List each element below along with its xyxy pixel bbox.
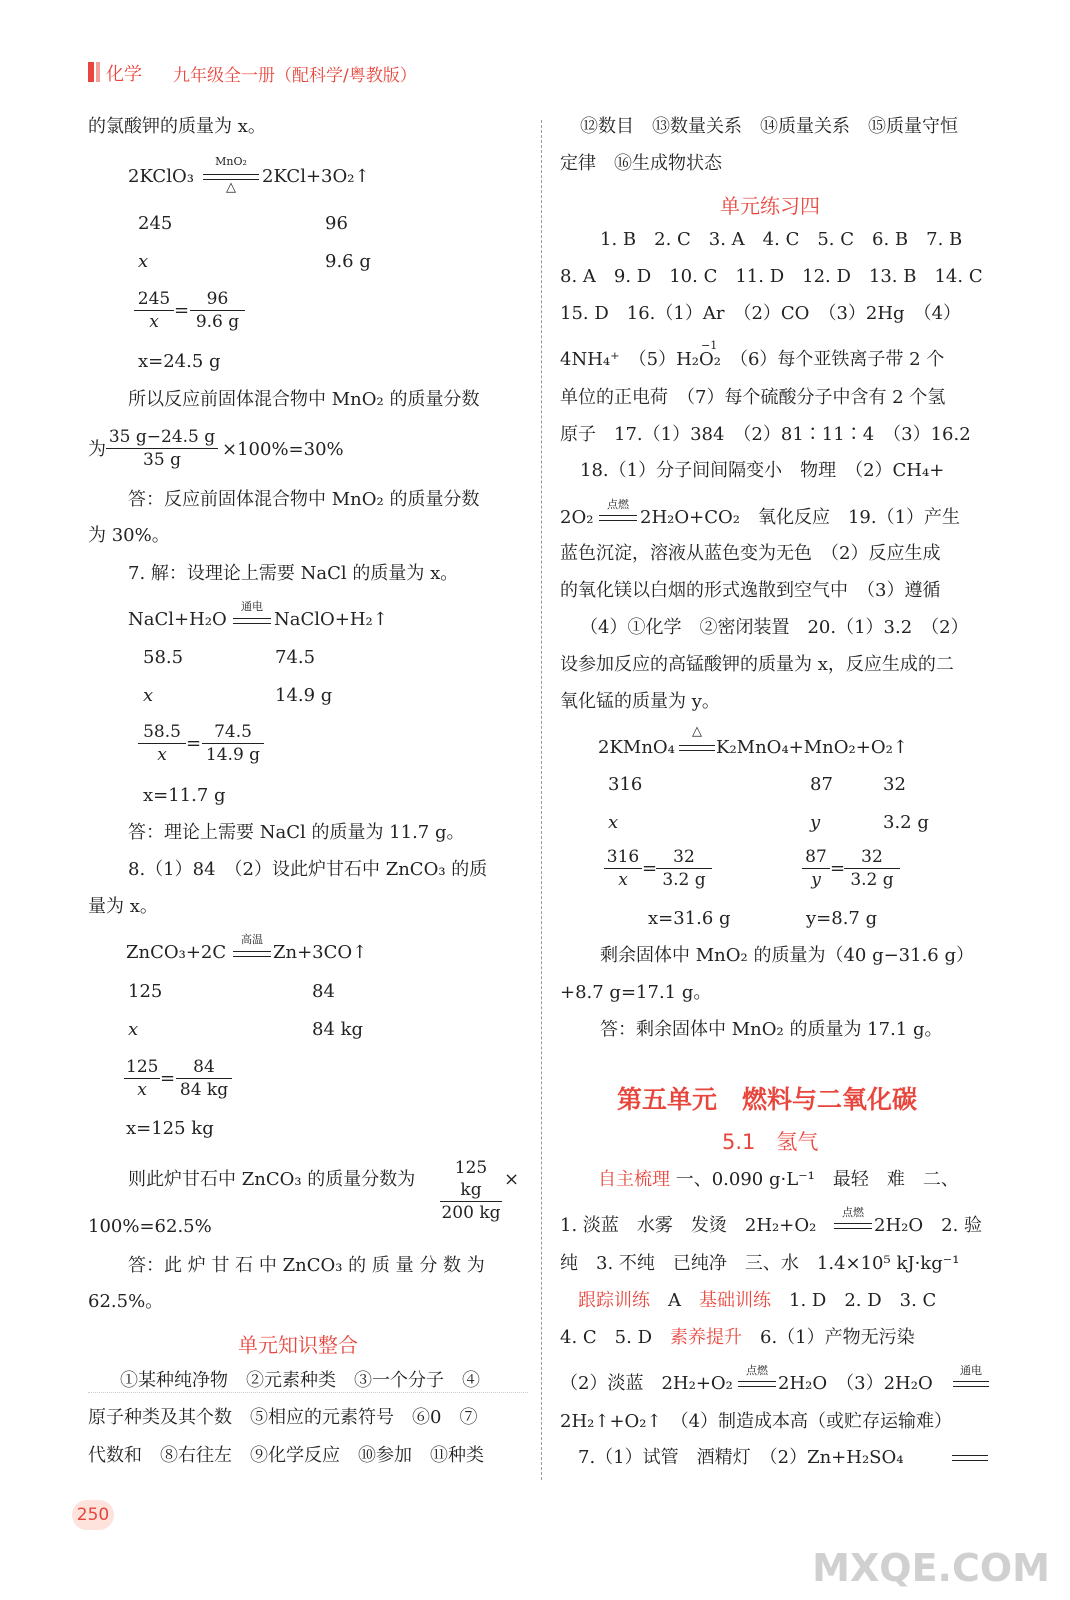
text-line: ×	[504, 1169, 520, 1190]
mass-ratio: 96	[325, 213, 348, 234]
answer-row: 1. 淡蓝 水雾 发烫 2H₂+O₂	[560, 1215, 817, 1236]
answer-row: 的氧化镁以白烟的形式逸散到空气中 （3）遵循	[560, 580, 941, 601]
knowledge-line: ①某种纯净物 ②元素种类 ③一个分子 ④	[120, 1370, 480, 1391]
result: x=24.5 g	[138, 351, 221, 372]
text-line: 量为 x。	[88, 896, 158, 917]
numerator: 87	[802, 846, 830, 869]
equals-sign: =	[642, 858, 658, 879]
denominator: x	[618, 870, 628, 890]
text-line: 的氯酸钾的质量为 x。	[88, 116, 266, 137]
answer-text: O₂	[698, 349, 721, 370]
column-divider	[541, 120, 542, 1480]
text-line: ×100%=30%	[222, 439, 344, 460]
answer-row	[560, 1326, 915, 1350]
unknown-var: x	[143, 685, 154, 706]
mass-ratio: 245	[138, 213, 173, 234]
section-label: 自主梳理	[598, 1169, 670, 1190]
header-accent-bar-light	[96, 62, 100, 82]
answer-row	[578, 1289, 936, 1313]
equation-left: 2KClO₃	[128, 166, 194, 187]
equals-sign: =	[186, 733, 202, 754]
answer-text: 4. C 5. D	[560, 1327, 652, 1348]
result: y=8.7 g	[806, 908, 878, 929]
equation-arrow	[233, 618, 271, 624]
equation-condition: 点燃	[607, 498, 629, 511]
header-accent-bar	[88, 62, 94, 82]
known-mass: 14.9 g	[275, 685, 333, 706]
answer-row: 纯 3. 不纯 已纯净 三、水 1.4×10⁵ kJ·kg⁻¹	[560, 1253, 960, 1274]
denominator: 84 kg	[179, 1080, 229, 1100]
header-subject: 化学	[106, 64, 142, 85]
numerator: 35 g−24.5 g	[106, 426, 218, 449]
answer-line: 答：此 炉 甘 石 中 ZnCO₃ 的 质 量 分 数 为	[128, 1255, 485, 1276]
numerator: 125 kg	[440, 1157, 502, 1202]
equals-sign: =	[174, 300, 190, 321]
answer-row: 2H₂O 2. 验	[874, 1215, 983, 1236]
equation-left: NaCl+H₂O	[128, 609, 227, 630]
answer-row: 设参加反应的高锰酸钾的质量为 x，反应生成的二	[560, 654, 954, 675]
equation-left: 2KMnO₄	[598, 737, 675, 758]
equation-arrow	[599, 515, 637, 521]
lesson-title: 5.1 氢气	[722, 1130, 819, 1154]
answer-text: 1. D 2. D 3. C	[789, 1290, 937, 1311]
answer-row: 2H₂O （3）2H₂O	[778, 1373, 933, 1394]
section-label: 素养提升	[670, 1327, 742, 1348]
header-grade: 九年级全一册（配科学/粤教版）	[173, 66, 417, 86]
numerator: 316	[604, 846, 642, 869]
numerator: 74.5	[202, 721, 264, 744]
denominator: x	[157, 745, 167, 765]
result: x=125 kg	[126, 1118, 214, 1139]
equals-sign: =	[160, 1068, 176, 1089]
answer-row: 氧化锰的质量为 y。	[560, 691, 720, 712]
mass-ratio: 32	[883, 774, 906, 795]
equation-condition-heat: △	[226, 180, 236, 195]
mass-ratio: 316	[608, 774, 643, 795]
answer-text: A	[668, 1290, 681, 1311]
fraction	[176, 1056, 232, 1101]
question-8: 8.（1）84 （2）设此炉甘石中 ZnCO₃ 的质	[128, 859, 488, 880]
equation-condition: 点燃	[842, 1206, 864, 1219]
denominator: 200 kg	[441, 1203, 501, 1223]
mass-ratio: 58.5	[143, 647, 184, 668]
answer-line: 答：反应前固体混合物中 MnO₂ 的质量分数	[128, 489, 480, 510]
known-mass: 9.6 g	[325, 251, 371, 272]
fraction	[134, 288, 174, 333]
fraction	[106, 426, 218, 471]
answer-row: 2H₂↑+O₂↑ （4）制造成本高（或贮存运输难）	[560, 1411, 953, 1432]
answer-row: 8. A 9. D 10. C 11. D 12. D 13. B 14. C	[560, 266, 983, 287]
answer-line: 为 30%。	[88, 525, 170, 546]
text-line: 剩余固体中 MnO₂ 的质量为（40 g−31.6 g）	[600, 945, 974, 966]
fraction	[656, 846, 712, 891]
equation-right: 2KCl+3O₂↑	[262, 166, 370, 187]
fraction	[440, 1157, 502, 1224]
equation-kclo3	[128, 166, 194, 187]
answer-row: （4）①化学 ②密闭装置 20.（1）3.2 （2）	[580, 617, 969, 638]
numerator: 125	[126, 1057, 159, 1077]
mass-ratio: 87	[810, 774, 833, 795]
equation-arrow	[738, 1381, 776, 1387]
fraction	[190, 288, 245, 333]
equation-right: NaClO+H₂↑	[274, 609, 388, 630]
answer-text: 一、0.090 g·L⁻¹ 最轻 难 二、	[675, 1169, 959, 1190]
equation-condition: MnO₂	[215, 155, 247, 168]
answer-row: （2）淡蓝 2H₂+O₂	[560, 1373, 733, 1394]
equation-arrow	[953, 1381, 989, 1387]
question-7: 7. 解：设理论上需要 NaCl 的质量为 x。	[128, 563, 459, 584]
knowledge-line: 代数和 ⑧右往左 ⑨化学反应 ⑩参加 ⑪种类	[88, 1445, 484, 1466]
mass-ratio: 84	[312, 981, 335, 1002]
answer-text: 6.（1）产物无污染	[760, 1327, 915, 1348]
numerator: 245	[134, 288, 174, 311]
answer-row: 蓝色沉淀，溶液从蓝色变为无色 （2）反应生成	[560, 543, 941, 564]
answer-row: 7.（1）试管 酒精灯 （2）Zn+H₂SO₄	[578, 1447, 904, 1468]
fraction	[844, 846, 900, 891]
text-line: 所以反应前固体混合物中 MnO₂ 的质量分数	[128, 389, 480, 410]
equation-right: Zn+3CO↑	[273, 942, 368, 963]
fraction	[802, 846, 830, 891]
result: x=31.6 g	[648, 908, 731, 929]
text-line: 100%=62.5%	[88, 1216, 212, 1237]
valence-mark: −1	[700, 339, 718, 352]
denominator: y	[811, 870, 821, 890]
page-number: 250	[72, 1500, 114, 1530]
fraction	[138, 721, 186, 766]
answer-row-lhs: 2O₂	[560, 507, 594, 528]
answer-row: 18.（1）分子间间隔变小 物理 （2）CH₄+	[580, 460, 945, 481]
answer-text: 4NH₄⁺ （5）H₂	[560, 349, 699, 370]
denominator: x	[137, 1080, 147, 1100]
fraction	[604, 846, 642, 891]
equation-arrow	[834, 1223, 872, 1229]
text-line: +8.7 g=17.1 g。	[560, 982, 712, 1003]
denominator: x	[149, 312, 159, 332]
answer-row: 单位的正电荷 （7）每个硫酸分子中含有 2 个氢	[560, 387, 946, 408]
fraction	[124, 1056, 160, 1101]
equals-sign: =	[830, 858, 846, 879]
answer-line: 62.5%。	[88, 1291, 164, 1312]
fraction	[202, 721, 264, 766]
numerator: 32	[656, 846, 712, 869]
knowledge-line: 原子种类及其个数 ⑤相应的元素符号 ⑥0 ⑦	[88, 1407, 478, 1428]
unknown-var: x	[138, 251, 149, 272]
equation-arrow	[233, 951, 271, 957]
mass-ratio: 125	[128, 981, 163, 1002]
answer-row: 1. B 2. C 3. A 4. C 5. C 6. B 7. B	[600, 229, 963, 250]
result: x=11.7 g	[143, 785, 226, 806]
answer-line: 答：剩余固体中 MnO₂ 的质量为 17.1 g。	[600, 1019, 943, 1040]
known-mass: 3.2 g	[883, 812, 929, 833]
section-title: 单元知识整合	[238, 1333, 358, 1357]
denominator: 9.6 g	[195, 312, 240, 332]
denominator: 35 g	[143, 450, 181, 470]
answer-row: 原子 17.（1）384 （2）81∶11∶4 （3）16.2	[560, 424, 971, 445]
answer-row	[598, 1168, 959, 1192]
equation-condition: 点燃	[746, 1364, 768, 1377]
equation-condition: 高温	[241, 933, 263, 946]
numerator: 32	[844, 846, 900, 869]
unit-title: 第五单元 燃料与二氧化碳	[617, 1085, 918, 1114]
answer-row: 15. D 16.（1）Ar （2）CO （3）2Hg （4）	[560, 303, 962, 324]
watermark: MXQE.COM	[812, 1546, 1050, 1590]
known-mass: 84 kg	[312, 1019, 364, 1040]
numerator: 84	[176, 1056, 232, 1079]
equation-left: ZnCO₃+2C	[126, 942, 227, 963]
denominator: 14.9 g	[205, 745, 261, 765]
numerator: 58.5	[138, 721, 186, 744]
equation-arrow	[952, 1455, 988, 1461]
text-line: 为	[88, 439, 106, 460]
section-title: 单元练习四	[720, 194, 820, 218]
unknown-var: x	[608, 812, 619, 833]
denominator: 3.2 g	[850, 870, 894, 890]
knowledge-line: 定律 ⑯生成物状态	[560, 153, 722, 174]
equation-right: K₂MnO₄+MnO₂+O₂↑	[716, 737, 908, 758]
answer-text: （6）每个亚铁离子带 2 个	[720, 349, 945, 370]
knowledge-line: ⑫数目 ⑬数量关系 ⑭质量关系 ⑮质量守恒	[580, 116, 958, 137]
equation-condition: 通电	[960, 1364, 982, 1377]
equation-arrow	[679, 745, 715, 751]
equation-condition-heat: △	[692, 724, 702, 739]
text-line: 则此炉甘石中 ZnCO₃ 的质量分数为	[128, 1169, 416, 1190]
answer-row	[560, 339, 945, 372]
equation-condition: 通电	[241, 600, 263, 613]
mass-ratio: 74.5	[275, 647, 316, 668]
section-label: 跟踪训练	[578, 1290, 650, 1311]
answer-line: 答：理论上需要 NaCl 的质量为 11.7 g。	[128, 822, 465, 843]
denominator: 3.2 g	[662, 870, 706, 890]
answer-row: 2H₂O+CO₂ 氧化反应 19.（1）产生	[640, 507, 961, 528]
numerator: 96	[190, 288, 245, 311]
unknown-var: y	[810, 812, 821, 833]
section-label: 基础训练	[699, 1290, 771, 1311]
unknown-var: x	[128, 1019, 139, 1040]
